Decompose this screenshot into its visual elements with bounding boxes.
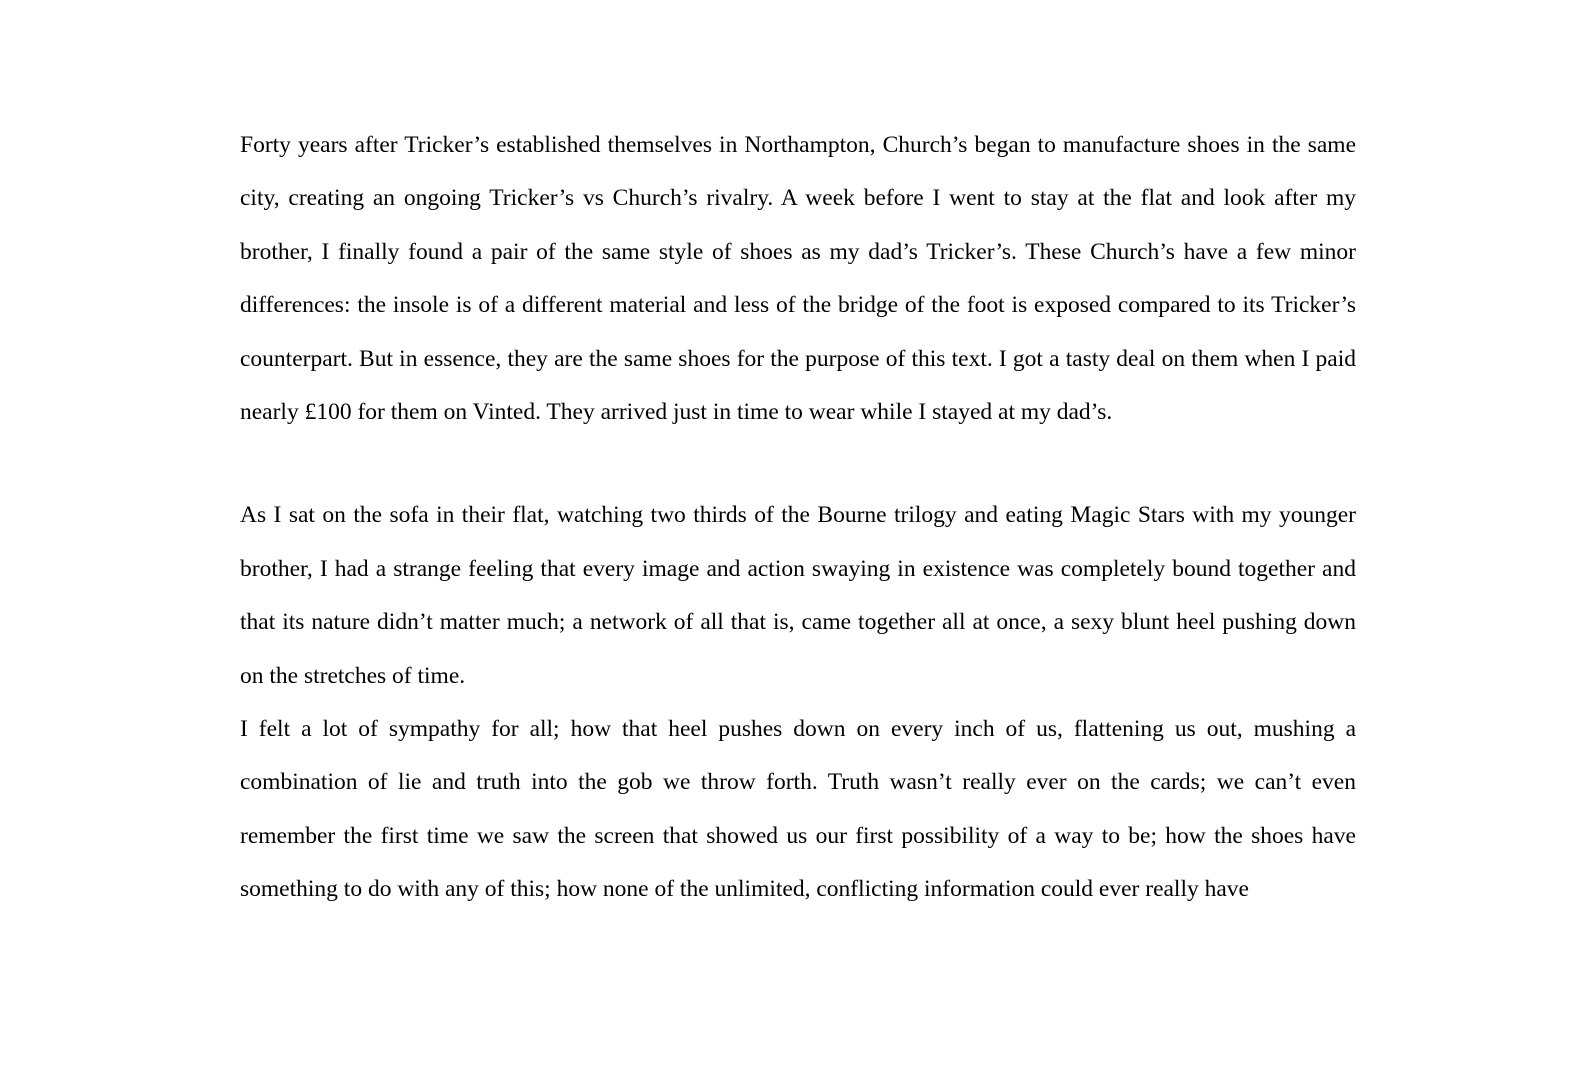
paragraph-spacer	[240, 439, 1356, 489]
paragraph-sympathy: I felt a lot of sympathy for all; how that heel pushes down on every inch of us, flattening us out, mushing a combination of lie and truth into the gob we throw forth. Truth wasn’t really ever on the cards; we can’t even remember the first time we saw the screen that showed us our first possibility of a way to be; how the shoes have something to do with any of this; how none of the unlimited, conflicting information could ever really have	[240, 716, 1356, 903]
paragraph-shoes-rivalry: Forty years after Tricker’s established themselves in Northampton, Church’s began to manufacture shoes in the same city, creating an ongoing Tricker’s vs Church’s rivalry. A week before I went to stay at the flat and look after my brother, I finally found a pair of the same style of shoes as my dad’s Tricker’s. These Church’s have a few minor differences: the insole is of a different material and less of the bridge of the foot is exposed compared to its Tricker’s counterpart. But in essence, they are the same shoes for the purpose of this text. I got a tasty deal on them when I paid nearly £100 for them on Vinted. They arrived just in time to wear while I stayed at my dad’s.	[240, 132, 1356, 426]
paragraph-sofa-feeling: As I sat on the sofa in their flat, watching two thirds of the Bourne trilogy and eating Magic Stars with my younger brother, I had a strange feeling that every image and action swaying in existence was completely bound together and that its nature didn’t matter much; a network of all that is, came together all at once, a sexy blunt heel pushing down on the stretches of time.	[240, 502, 1356, 689]
document-body	[240, 119, 1356, 917]
